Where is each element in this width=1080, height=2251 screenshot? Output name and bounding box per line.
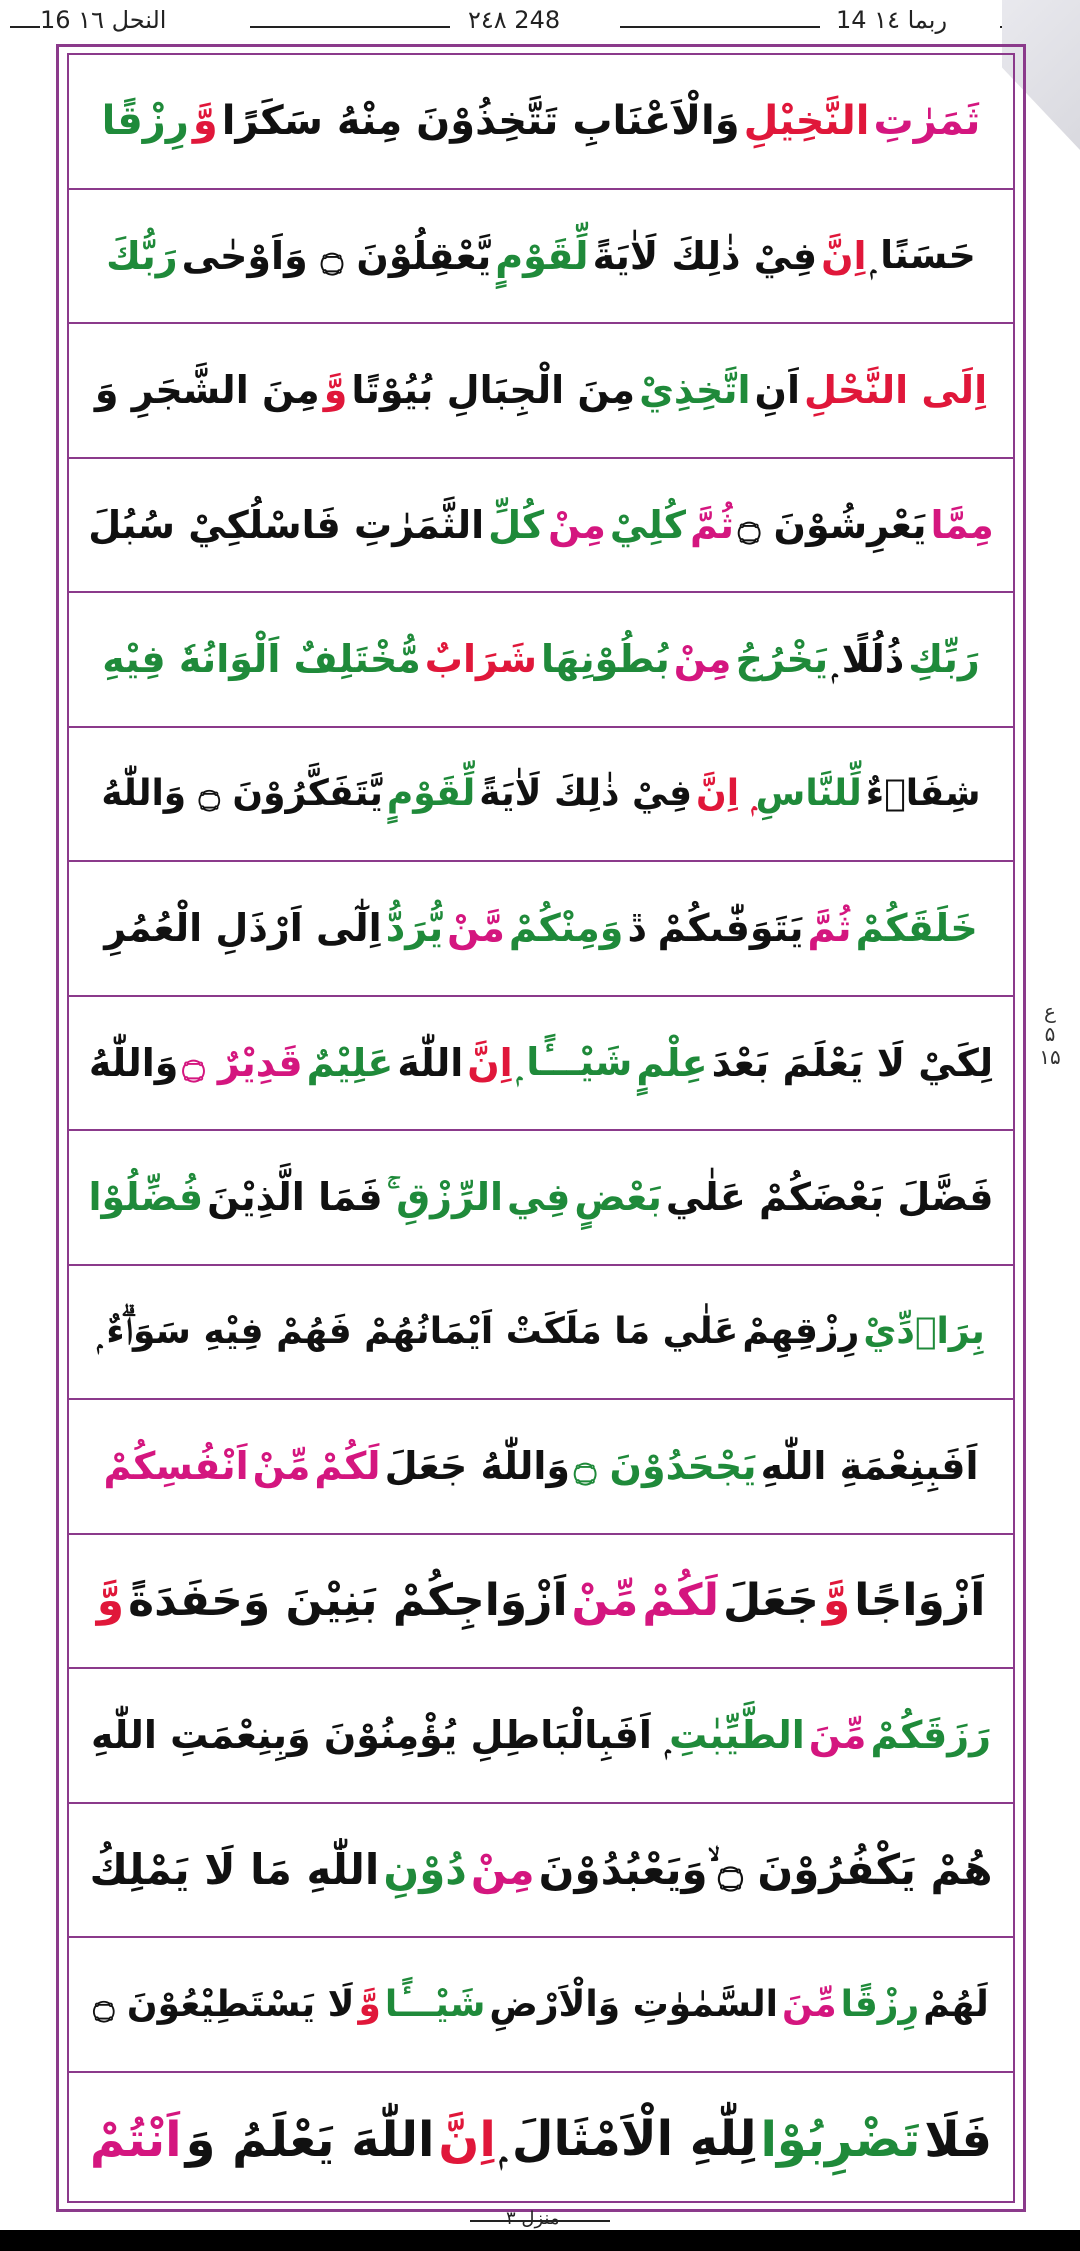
verse-word: لِّقَوْمٍ bbox=[495, 233, 589, 278]
ruku-count: ۱۵ bbox=[1039, 1045, 1061, 1069]
ruku-number: ۵ bbox=[1044, 1022, 1056, 1046]
verse-word: الثَّمَرٰتِ فَاسْلُكِيْ سُبُلَ bbox=[88, 502, 485, 547]
verse-word: فِيْ ذٰلِكَ لَاٰيَةً bbox=[479, 773, 693, 815]
verse-word: مَّنْ bbox=[447, 906, 505, 951]
verse-word: رِزْقًا bbox=[101, 98, 189, 145]
bottom-bar bbox=[0, 2230, 1080, 2251]
verse-word: شَيْـــًٔا ۭ bbox=[516, 1040, 633, 1085]
quran-page-frame bbox=[56, 44, 1026, 2212]
verse-word: اِنَّ bbox=[467, 1040, 513, 1085]
verse-word: يُّرَدُّ bbox=[385, 906, 444, 951]
verse-word: شَيْـــًٔا bbox=[384, 1983, 486, 2025]
verse-word: جَعَلَ bbox=[723, 1575, 819, 1627]
verse-word: ۭ اِنَّ bbox=[696, 772, 752, 814]
verse-word: رَزَقَكُمْ bbox=[870, 1713, 991, 1758]
verse-word: لَكُمْ bbox=[314, 1444, 381, 1489]
verse-line bbox=[69, 190, 1013, 325]
verse-word: رِزْقًا bbox=[840, 1983, 920, 2025]
verse-word: فُضِّلُوْا bbox=[88, 1175, 204, 1220]
verse-word: ۭ اَفَبِالْبَاطِلِ يُؤْمِنُوْنَ وَبِنِعْمَتِ اللّٰهِ bbox=[91, 1712, 666, 1757]
verse-word: رَبِّكِ bbox=[908, 637, 980, 682]
verse-word: مِنْ bbox=[470, 1845, 535, 1895]
verse-word: خَلَقَكُمْ bbox=[855, 906, 978, 951]
verse-word: شِفَاۗءٌ bbox=[865, 773, 981, 815]
verse-word: لِّقَوْمٍ bbox=[386, 773, 476, 815]
verse-word: لِّلنَّاسِ bbox=[755, 773, 862, 815]
verse-word: دُوْنِ bbox=[383, 1845, 467, 1895]
verse-word: مِنْ bbox=[673, 637, 732, 682]
verse-word: اِلَى النَّحْلِ bbox=[804, 368, 988, 413]
verse-word: لِلّٰهِ الْاَمْثَالَ ۭ bbox=[499, 2111, 757, 2168]
verse-word: يَجْحَدُوْنَ ۝ bbox=[574, 1444, 757, 1489]
verse-word: وَاللّٰهُ جَعَلَ bbox=[384, 1444, 571, 1489]
page-footer bbox=[0, 2208, 1080, 2230]
verse-word: اتَّخِذِيْ bbox=[639, 368, 751, 413]
verse-word: اللّٰهَ يَعْلَمُ وَ bbox=[185, 2111, 435, 2168]
verse-word: عِلْمٍ bbox=[636, 1040, 708, 1085]
verse-word: لَا يَسْتَطِيْعُوْنَ ۝ bbox=[93, 1983, 355, 2025]
verse-word: شَرَابٌ bbox=[424, 637, 537, 682]
verse-word: يَتَوَفّٰىكُمْ ڐ bbox=[627, 906, 804, 951]
verse-word: مِّنَ bbox=[781, 1983, 837, 2025]
verse-line bbox=[69, 1400, 1013, 1535]
juz-label: 14 ربما ١٤ bbox=[836, 6, 948, 34]
verse-word: النَّخِيْلِ bbox=[743, 98, 870, 145]
verse-line bbox=[69, 728, 1013, 863]
verse-word: يَعْرِشُوْنَ ۝ bbox=[738, 502, 927, 547]
verse-line bbox=[69, 324, 1013, 459]
verse-word: حَسَنًا ۭ bbox=[870, 233, 976, 278]
verse-word: الطَّيِّبٰتِ bbox=[669, 1713, 805, 1758]
verse-word: ثُمَّ bbox=[807, 906, 852, 951]
verse-word: بُطُوْنِهَا bbox=[540, 637, 670, 682]
verse-word: اِنَّ bbox=[821, 233, 867, 278]
verse-word: فِيْ ذٰلِكَ لَاٰيَةً bbox=[592, 233, 818, 278]
verse-line bbox=[69, 2073, 1013, 2208]
verse-word: اَزْوَاجًا bbox=[854, 1575, 986, 1627]
verse-word: وَّ bbox=[323, 368, 348, 413]
verse-word: فَضَّلَ بَعْضَكُمْ عَلٰي bbox=[665, 1175, 994, 1220]
verse-word: وَمِنْكُمْ bbox=[508, 906, 624, 951]
page-header bbox=[0, 0, 1080, 44]
verse-line bbox=[69, 1131, 1013, 1266]
verse-word: وَاللّٰهُ bbox=[88, 1040, 179, 1085]
verse-word: عَلٰي مَا مَلَكَتْ اَيْمَانُهُمْ فَهُمْ فِيْهِ سَوَاۗءٌ ۭ bbox=[97, 1310, 739, 1352]
verse-word: لِكَيْ لَا يَعْلَمَ بَعْدَ bbox=[711, 1040, 994, 1085]
verse-word: بِرَاۗدِّيْ bbox=[863, 1311, 985, 1353]
verse-word: وَّ bbox=[192, 98, 218, 145]
verse-word: مُّخْتَلِفٌ اَلْوَانُهٗ فِيْهِ bbox=[102, 637, 421, 682]
verse-word: الرِّزْقِ ۚ bbox=[386, 1174, 503, 1219]
manzil-label: منزل ٣ bbox=[506, 2208, 560, 2229]
verse-word: عَلِيْمٌ bbox=[306, 1040, 394, 1085]
header-rule bbox=[250, 26, 450, 28]
verse-word: اللّٰهَ bbox=[397, 1040, 464, 1085]
verse-word: لَكُمْ bbox=[642, 1575, 720, 1627]
verse-word: مِمَّا bbox=[930, 502, 994, 547]
verse-word: رِزْقِهِمْ bbox=[742, 1311, 860, 1353]
verse-lines-container bbox=[67, 53, 1015, 2203]
verse-word: السَّمٰوٰتِ وَالْاَرْضِ bbox=[489, 1983, 778, 2025]
surah-label: 16 النحل ١٦ bbox=[40, 6, 167, 34]
verse-word: قَدِيْرٌ ۝ bbox=[182, 1040, 303, 1085]
verse-word: اِنَّ bbox=[438, 2111, 496, 2168]
verse-line bbox=[69, 459, 1013, 594]
verse-word: اَنِ bbox=[754, 368, 801, 413]
header-rule bbox=[620, 26, 820, 28]
verse-word: هُمْ يَكْفُرُوْنَ ۝ ۙوَيَعْبُدُوْنَ bbox=[538, 1844, 993, 1894]
header-rule bbox=[10, 26, 40, 28]
verse-line bbox=[69, 1938, 1013, 2073]
verse-line bbox=[69, 1266, 1013, 1401]
verse-line bbox=[69, 862, 1013, 997]
verse-word: مِّنَ bbox=[808, 1713, 867, 1758]
verse-word: فَلَا bbox=[924, 2111, 993, 2168]
verse-word: يَخْرُجُ bbox=[735, 637, 829, 682]
verse-word: كُلِّ bbox=[488, 502, 545, 547]
verse-word: وَالْاَعْنَابِ تَتَّخِذُوْنَ مِنْهُ سَكَرًا bbox=[221, 98, 740, 145]
ruku-marker bbox=[1032, 1000, 1068, 1069]
verse-word: اِلٰٓى اَرْذَلِ الْعُمُرِ bbox=[104, 906, 382, 951]
verse-line bbox=[69, 1669, 1013, 1804]
verse-word: مِنَ الشَّجَرِ وَ bbox=[94, 368, 320, 413]
page-number: ٢٤٨ 248 bbox=[468, 6, 561, 34]
verse-word: اَفَبِنِعْمَةِ اللّٰهِ bbox=[760, 1444, 979, 1489]
verse-word: مِنْ bbox=[548, 502, 606, 547]
verse-line bbox=[69, 55, 1013, 190]
verse-word: بَعْضٍ bbox=[574, 1175, 662, 1220]
verse-word: فَمَا الَّذِيْنَ bbox=[207, 1175, 383, 1220]
verse-word: اَزْوَاجِكُمْ بَنِيْنَ وَحَفَدَةً bbox=[128, 1575, 568, 1627]
verse-word: وَّ bbox=[822, 1575, 851, 1627]
verse-word: وَّ bbox=[96, 1575, 125, 1627]
verse-word: ذُلُلًا ۭ bbox=[832, 636, 905, 681]
verse-word: فِي bbox=[507, 1175, 571, 1220]
verse-line bbox=[69, 1535, 1013, 1670]
verse-word: وَّ bbox=[358, 1983, 381, 2025]
verse-word: يَّعْقِلُوْنَ ۝ وَاَوْحٰى bbox=[181, 233, 492, 278]
verse-line bbox=[69, 1804, 1013, 1939]
verse-word: مِّنْ bbox=[252, 1444, 311, 1489]
verse-word: يَّتَفَكَّرُوْنَ ۝ وَاللّٰهُ bbox=[101, 773, 383, 815]
verse-word: مِّنْ bbox=[571, 1575, 639, 1627]
verse-word: تَضْرِبُوْا bbox=[760, 2111, 921, 2168]
verse-line bbox=[69, 997, 1013, 1132]
verse-line bbox=[69, 593, 1013, 728]
verse-word: لَهُمْ bbox=[923, 1983, 989, 2025]
verse-word: مِنَ الْجِبَالِ بُيُوْتًا bbox=[351, 368, 636, 413]
verse-word: اَنْفُسِكُمْ bbox=[103, 1444, 249, 1489]
verse-word: ثَمَرٰتِ bbox=[873, 98, 981, 145]
ruku-symbol: ع bbox=[1044, 999, 1056, 1023]
verse-word: رَبُّكَ bbox=[106, 233, 178, 278]
verse-word: ثُمَّ bbox=[689, 502, 735, 547]
verse-word: اللّٰهِ مَا لَا يَمْلِكُ bbox=[89, 1845, 380, 1895]
verse-word: اَنْتُمْ bbox=[89, 2111, 182, 2168]
verse-word: كُلِيْ bbox=[609, 502, 686, 547]
